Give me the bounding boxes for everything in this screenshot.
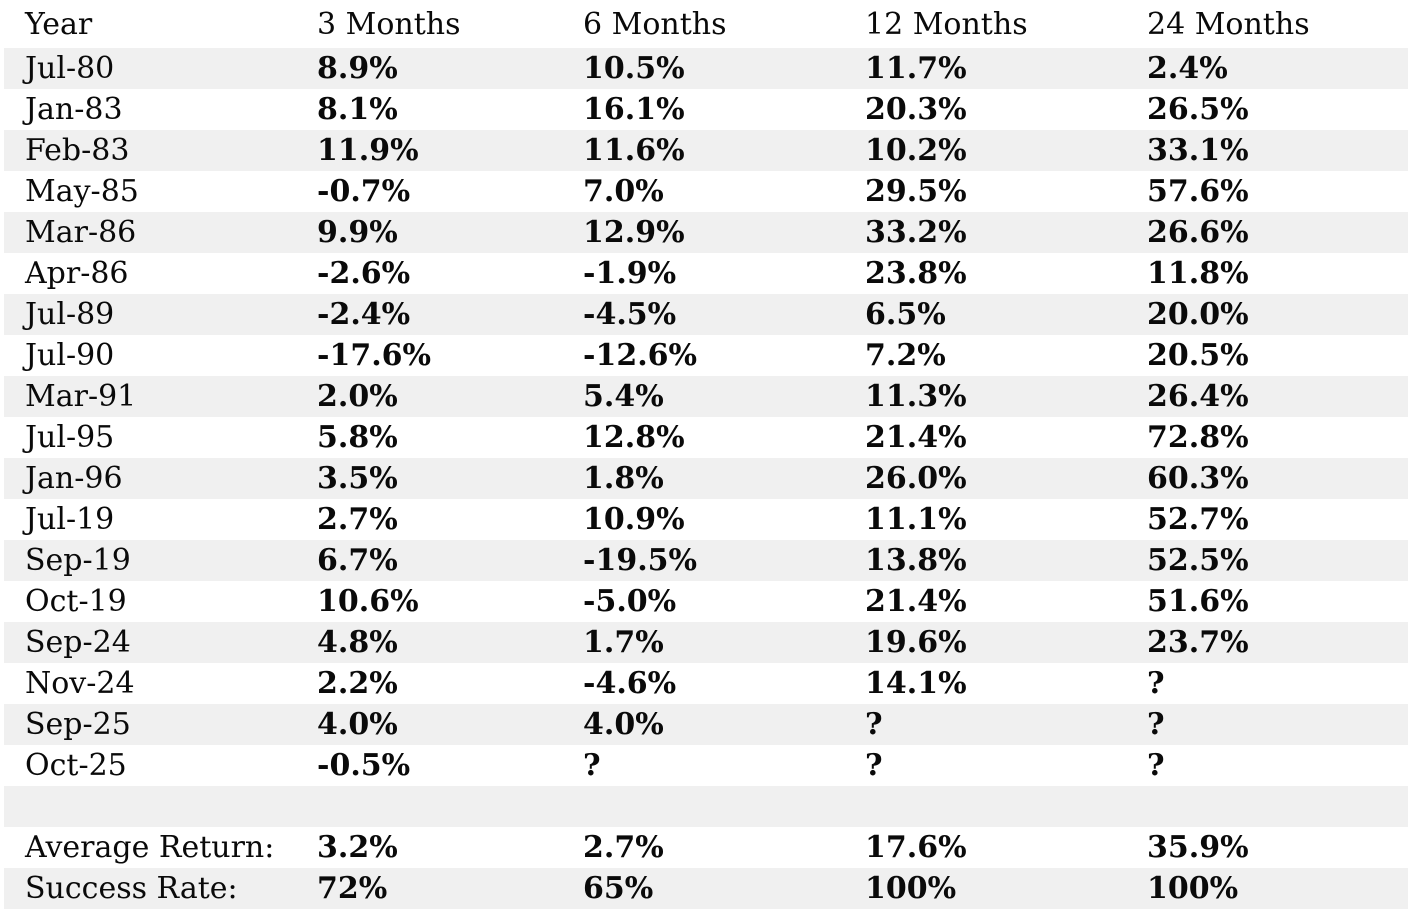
value-cell: 10.5% xyxy=(583,51,685,86)
table-row xyxy=(4,294,1408,335)
value-cell: -12.6% xyxy=(583,338,698,373)
value-cell: 8.9% xyxy=(317,51,398,86)
year-cell: Mar-91 xyxy=(25,379,137,414)
value-cell: 14.1% xyxy=(865,666,967,701)
table-row xyxy=(4,622,1408,663)
summary-label: Average Return: xyxy=(25,830,275,865)
value-cell: 8.1% xyxy=(317,92,398,127)
value-cell: 29.5% xyxy=(865,174,967,209)
value-cell: 21.4% xyxy=(865,584,967,619)
value-cell: 6.7% xyxy=(317,543,398,578)
value-cell: 2.4% xyxy=(1147,51,1228,86)
summary-value-cell: 100% xyxy=(1147,871,1239,906)
value-cell: 11.3% xyxy=(865,379,967,414)
value-cell: 26.0% xyxy=(865,461,967,496)
value-cell: ? xyxy=(865,707,883,742)
value-cell: 23.7% xyxy=(1147,625,1249,660)
value-cell: 12.8% xyxy=(583,420,685,455)
year-cell: Sep-24 xyxy=(25,625,131,660)
table-row xyxy=(4,704,1408,745)
table-row xyxy=(4,376,1408,417)
year-cell: Oct-25 xyxy=(25,748,127,783)
spacer-row xyxy=(4,786,1408,827)
column-header: 12 Months xyxy=(865,6,1028,42)
table-row xyxy=(4,212,1408,253)
summary-value-cell: 72% xyxy=(317,871,388,906)
table-row xyxy=(4,171,1408,212)
summary-value-cell: 3.2% xyxy=(317,830,398,865)
value-cell: ? xyxy=(1147,666,1165,701)
value-cell: 26.5% xyxy=(1147,92,1249,127)
year-cell: Jan-83 xyxy=(25,92,123,127)
value-cell: 11.6% xyxy=(583,133,685,168)
value-cell: 16.1% xyxy=(583,92,685,127)
table-row xyxy=(4,745,1408,786)
value-cell: 52.7% xyxy=(1147,502,1249,537)
year-cell: Oct-19 xyxy=(25,584,127,619)
value-cell: 10.9% xyxy=(583,502,685,537)
value-cell: 11.9% xyxy=(317,133,419,168)
value-cell: -4.5% xyxy=(583,297,677,332)
table-row xyxy=(4,253,1408,294)
value-cell: 60.3% xyxy=(1147,461,1249,496)
value-cell: 10.6% xyxy=(317,584,419,619)
column-header: Year xyxy=(25,6,93,42)
year-cell: Jan-96 xyxy=(25,461,123,496)
summary-value-cell: 17.6% xyxy=(865,830,967,865)
value-cell: 11.1% xyxy=(865,502,967,537)
year-cell: May-85 xyxy=(25,174,139,209)
value-cell: -5.0% xyxy=(583,584,677,619)
header-row xyxy=(4,0,1408,48)
summary-row xyxy=(4,827,1408,868)
value-cell: 23.8% xyxy=(865,256,967,291)
value-cell: 20.0% xyxy=(1147,297,1249,332)
summary-value-cell: 2.7% xyxy=(583,830,664,865)
year-cell: Jul-19 xyxy=(25,502,115,537)
table-row xyxy=(4,48,1408,89)
value-cell: -0.5% xyxy=(317,748,411,783)
table-row xyxy=(4,130,1408,171)
value-cell: 1.8% xyxy=(583,461,664,496)
value-cell: 13.8% xyxy=(865,543,967,578)
value-cell: 20.3% xyxy=(865,92,967,127)
column-header: 3 Months xyxy=(317,6,461,42)
value-cell: 9.9% xyxy=(317,215,398,250)
value-cell: 72.8% xyxy=(1147,420,1249,455)
value-cell: -2.6% xyxy=(317,256,411,291)
year-cell: Jul-80 xyxy=(25,51,115,86)
value-cell: 52.5% xyxy=(1147,543,1249,578)
value-cell: 26.4% xyxy=(1147,379,1249,414)
value-cell: 4.8% xyxy=(317,625,398,660)
summary-label: Success Rate: xyxy=(25,871,238,906)
year-cell: Jul-89 xyxy=(25,297,115,332)
value-cell: 11.8% xyxy=(1147,256,1249,291)
value-cell: 33.1% xyxy=(1147,133,1249,168)
value-cell: 1.7% xyxy=(583,625,664,660)
value-cell: 7.2% xyxy=(865,338,946,373)
value-cell: 7.0% xyxy=(583,174,664,209)
seasonal-returns-table xyxy=(4,0,1408,909)
value-cell: -17.6% xyxy=(317,338,432,373)
value-cell: -0.7% xyxy=(317,174,411,209)
value-cell: 4.0% xyxy=(317,707,398,742)
value-cell: 5.8% xyxy=(317,420,398,455)
value-cell: 57.6% xyxy=(1147,174,1249,209)
value-cell: 19.6% xyxy=(865,625,967,660)
table-row xyxy=(4,663,1408,704)
column-header: 24 Months xyxy=(1147,6,1310,42)
value-cell: 21.4% xyxy=(865,420,967,455)
value-cell: 33.2% xyxy=(865,215,967,250)
value-cell: ? xyxy=(583,748,601,783)
table-row xyxy=(4,458,1408,499)
value-cell: 20.5% xyxy=(1147,338,1249,373)
value-cell: 51.6% xyxy=(1147,584,1249,619)
value-cell: ? xyxy=(1147,707,1165,742)
year-cell: Sep-25 xyxy=(25,707,131,742)
summary-value-cell: 100% xyxy=(865,871,957,906)
summary-value-cell: 35.9% xyxy=(1147,830,1249,865)
table-row xyxy=(4,540,1408,581)
year-cell: Nov-24 xyxy=(25,666,135,701)
year-cell: Apr-86 xyxy=(25,256,129,291)
summary-value-cell: 65% xyxy=(583,871,654,906)
value-cell: 2.2% xyxy=(317,666,398,701)
value-cell: -4.6% xyxy=(583,666,677,701)
value-cell: 4.0% xyxy=(583,707,664,742)
value-cell: 6.5% xyxy=(865,297,946,332)
year-cell: Feb-83 xyxy=(25,133,130,168)
year-cell: Sep-19 xyxy=(25,543,131,578)
table-row xyxy=(4,499,1408,540)
value-cell: 2.7% xyxy=(317,502,398,537)
value-cell: -1.9% xyxy=(583,256,677,291)
value-cell: -2.4% xyxy=(317,297,411,332)
year-cell: Mar-86 xyxy=(25,215,137,250)
table-row xyxy=(4,89,1408,130)
table-row xyxy=(4,581,1408,622)
year-cell: Jul-90 xyxy=(25,338,115,373)
table-row xyxy=(4,335,1408,376)
value-cell: 3.5% xyxy=(317,461,398,496)
value-cell: 2.0% xyxy=(317,379,398,414)
value-cell: 5.4% xyxy=(583,379,664,414)
value-cell: 10.2% xyxy=(865,133,967,168)
year-cell: Jul-95 xyxy=(25,420,115,455)
column-header: 6 Months xyxy=(583,6,727,42)
spacer-cell xyxy=(4,786,1408,827)
summary-row xyxy=(4,868,1408,909)
value-cell: 12.9% xyxy=(583,215,685,250)
value-cell: ? xyxy=(865,748,883,783)
value-cell: 26.6% xyxy=(1147,215,1249,250)
value-cell: ? xyxy=(1147,748,1165,783)
table-row xyxy=(4,417,1408,458)
value-cell: 11.7% xyxy=(865,51,967,86)
value-cell: -19.5% xyxy=(583,543,698,578)
